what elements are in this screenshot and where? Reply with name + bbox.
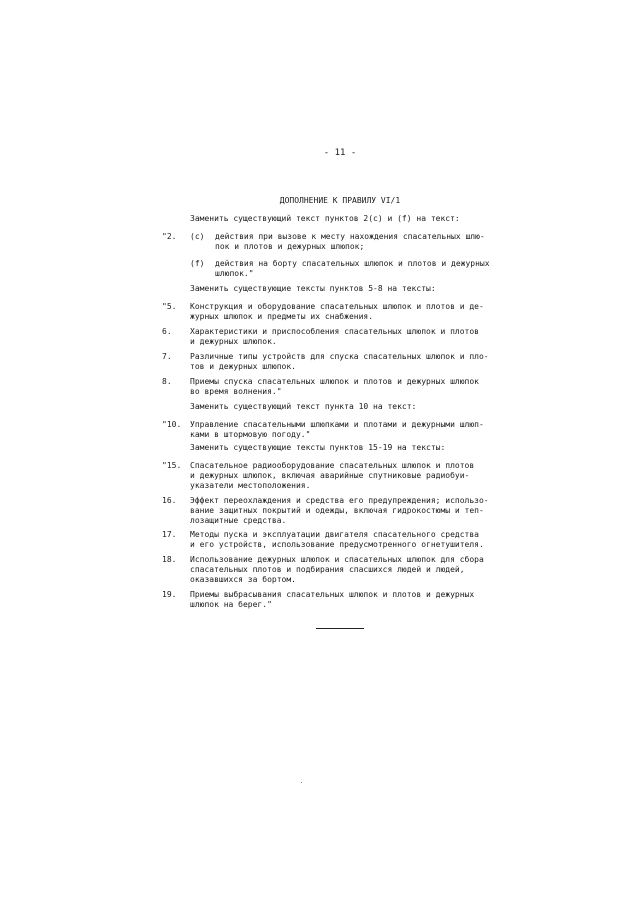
instruction-4: Заменить существующие тексты пунктов 15-19 на тексты: — [190, 443, 446, 452]
item-number: 7. — [162, 352, 172, 361]
item-line: Методы пуска и эксплуатации двигателя спасательного средства — [190, 530, 479, 539]
item-line: и дежурных шлюпок, включая аварийные спутниковые радиобуи- — [190, 471, 470, 480]
item-number: "15. — [162, 461, 182, 470]
page-number: - 11 - — [323, 148, 357, 158]
item-line: ками в штормовую погоду." — [190, 430, 311, 439]
item-2f-label: (f) — [190, 259, 205, 268]
item-number: 16. — [162, 496, 177, 505]
instruction-1: Заменить существующий текст пунктов 2(с) и (f) на текст: — [190, 214, 460, 223]
item-number: "5. — [162, 302, 177, 311]
item-2c-line2: пок и плотов и дежурных шлюпок; — [215, 242, 365, 251]
item-line: указатели местоположения. — [190, 481, 311, 490]
item-line: Использование дежурных шлюпок и спасательных шлюпок для сбора — [190, 555, 484, 564]
item-line: Конструкция и оборудование спасательных шлюпок и плотов и де- — [190, 302, 484, 311]
item-number: 17. — [162, 530, 177, 539]
item-line: Эффект переохлаждения и средства его предупреждения; использо- — [190, 496, 489, 505]
item-number: 18. — [162, 555, 177, 564]
item-line: журных шлюпок и предметы их снабжения. — [190, 312, 374, 321]
item-line: оказавшихся за бортом. — [190, 575, 296, 584]
item-2f-line2: шлюпок." — [215, 269, 254, 278]
item-number: 8. — [162, 377, 172, 386]
item-2-number: "2. — [162, 232, 177, 241]
end-rule — [316, 628, 364, 629]
item-2c-label: (с) — [190, 232, 205, 241]
item-line: Приемы спуска спасательных шлюпок и плотов и дежурных шлюпок — [190, 377, 479, 386]
item-line: и его устройств, использование предусмотренного огнетушителя. — [190, 540, 484, 549]
item-line: и дежурных шлюпок. — [190, 337, 277, 346]
item-line: вание защитных покрытий и одежды, включая гидрокостюмы и теп- — [190, 506, 484, 515]
instruction-2: Заменить существующие тексты пунктов 5-8 на тексты: — [190, 284, 436, 293]
item-line: спасательных плотов и подбирания спасшихся людей и людей, — [190, 565, 465, 574]
section-title: ДОПОЛНЕНИЕ К ПРАВИЛУ VI/1 — [279, 196, 401, 205]
item-line: Управление спасательными шлюпками и плотами и дежурными шлюп- — [190, 420, 484, 429]
item-line: тов и дежурных шлюпок. — [190, 362, 296, 371]
item-number: 6. — [162, 327, 172, 336]
item-line: во время волнения." — [190, 387, 282, 396]
item-line: Характеристики и приспособления спасательных шлюпок и плотов — [190, 327, 479, 336]
item-line: Спасательное радиооборудование спасательных шлюпок и плотов — [190, 461, 475, 470]
item-line: Различные типы устройств для спуска спасательных шлюпок и пло- — [190, 352, 489, 361]
instruction-3: Заменить существующий текст пункта 10 на текст: — [190, 402, 417, 411]
item-line: лозащитные средства. — [190, 516, 287, 525]
item-10-number: "10. — [162, 420, 182, 429]
item-number: 19. — [162, 590, 177, 599]
item-line: Приемы выбрасывания спасательных шлюпок и плотов и дежурных — [190, 590, 475, 599]
item-line: шлюпок на берег." — [190, 600, 272, 609]
scan-speck — [301, 782, 302, 783]
item-2f-line1: действия на борту спасательных шлюпок и плотов и дежурных — [215, 259, 490, 268]
item-2c-line1: действия при вызове к месту нахождения спасательных шлю- — [215, 232, 485, 241]
